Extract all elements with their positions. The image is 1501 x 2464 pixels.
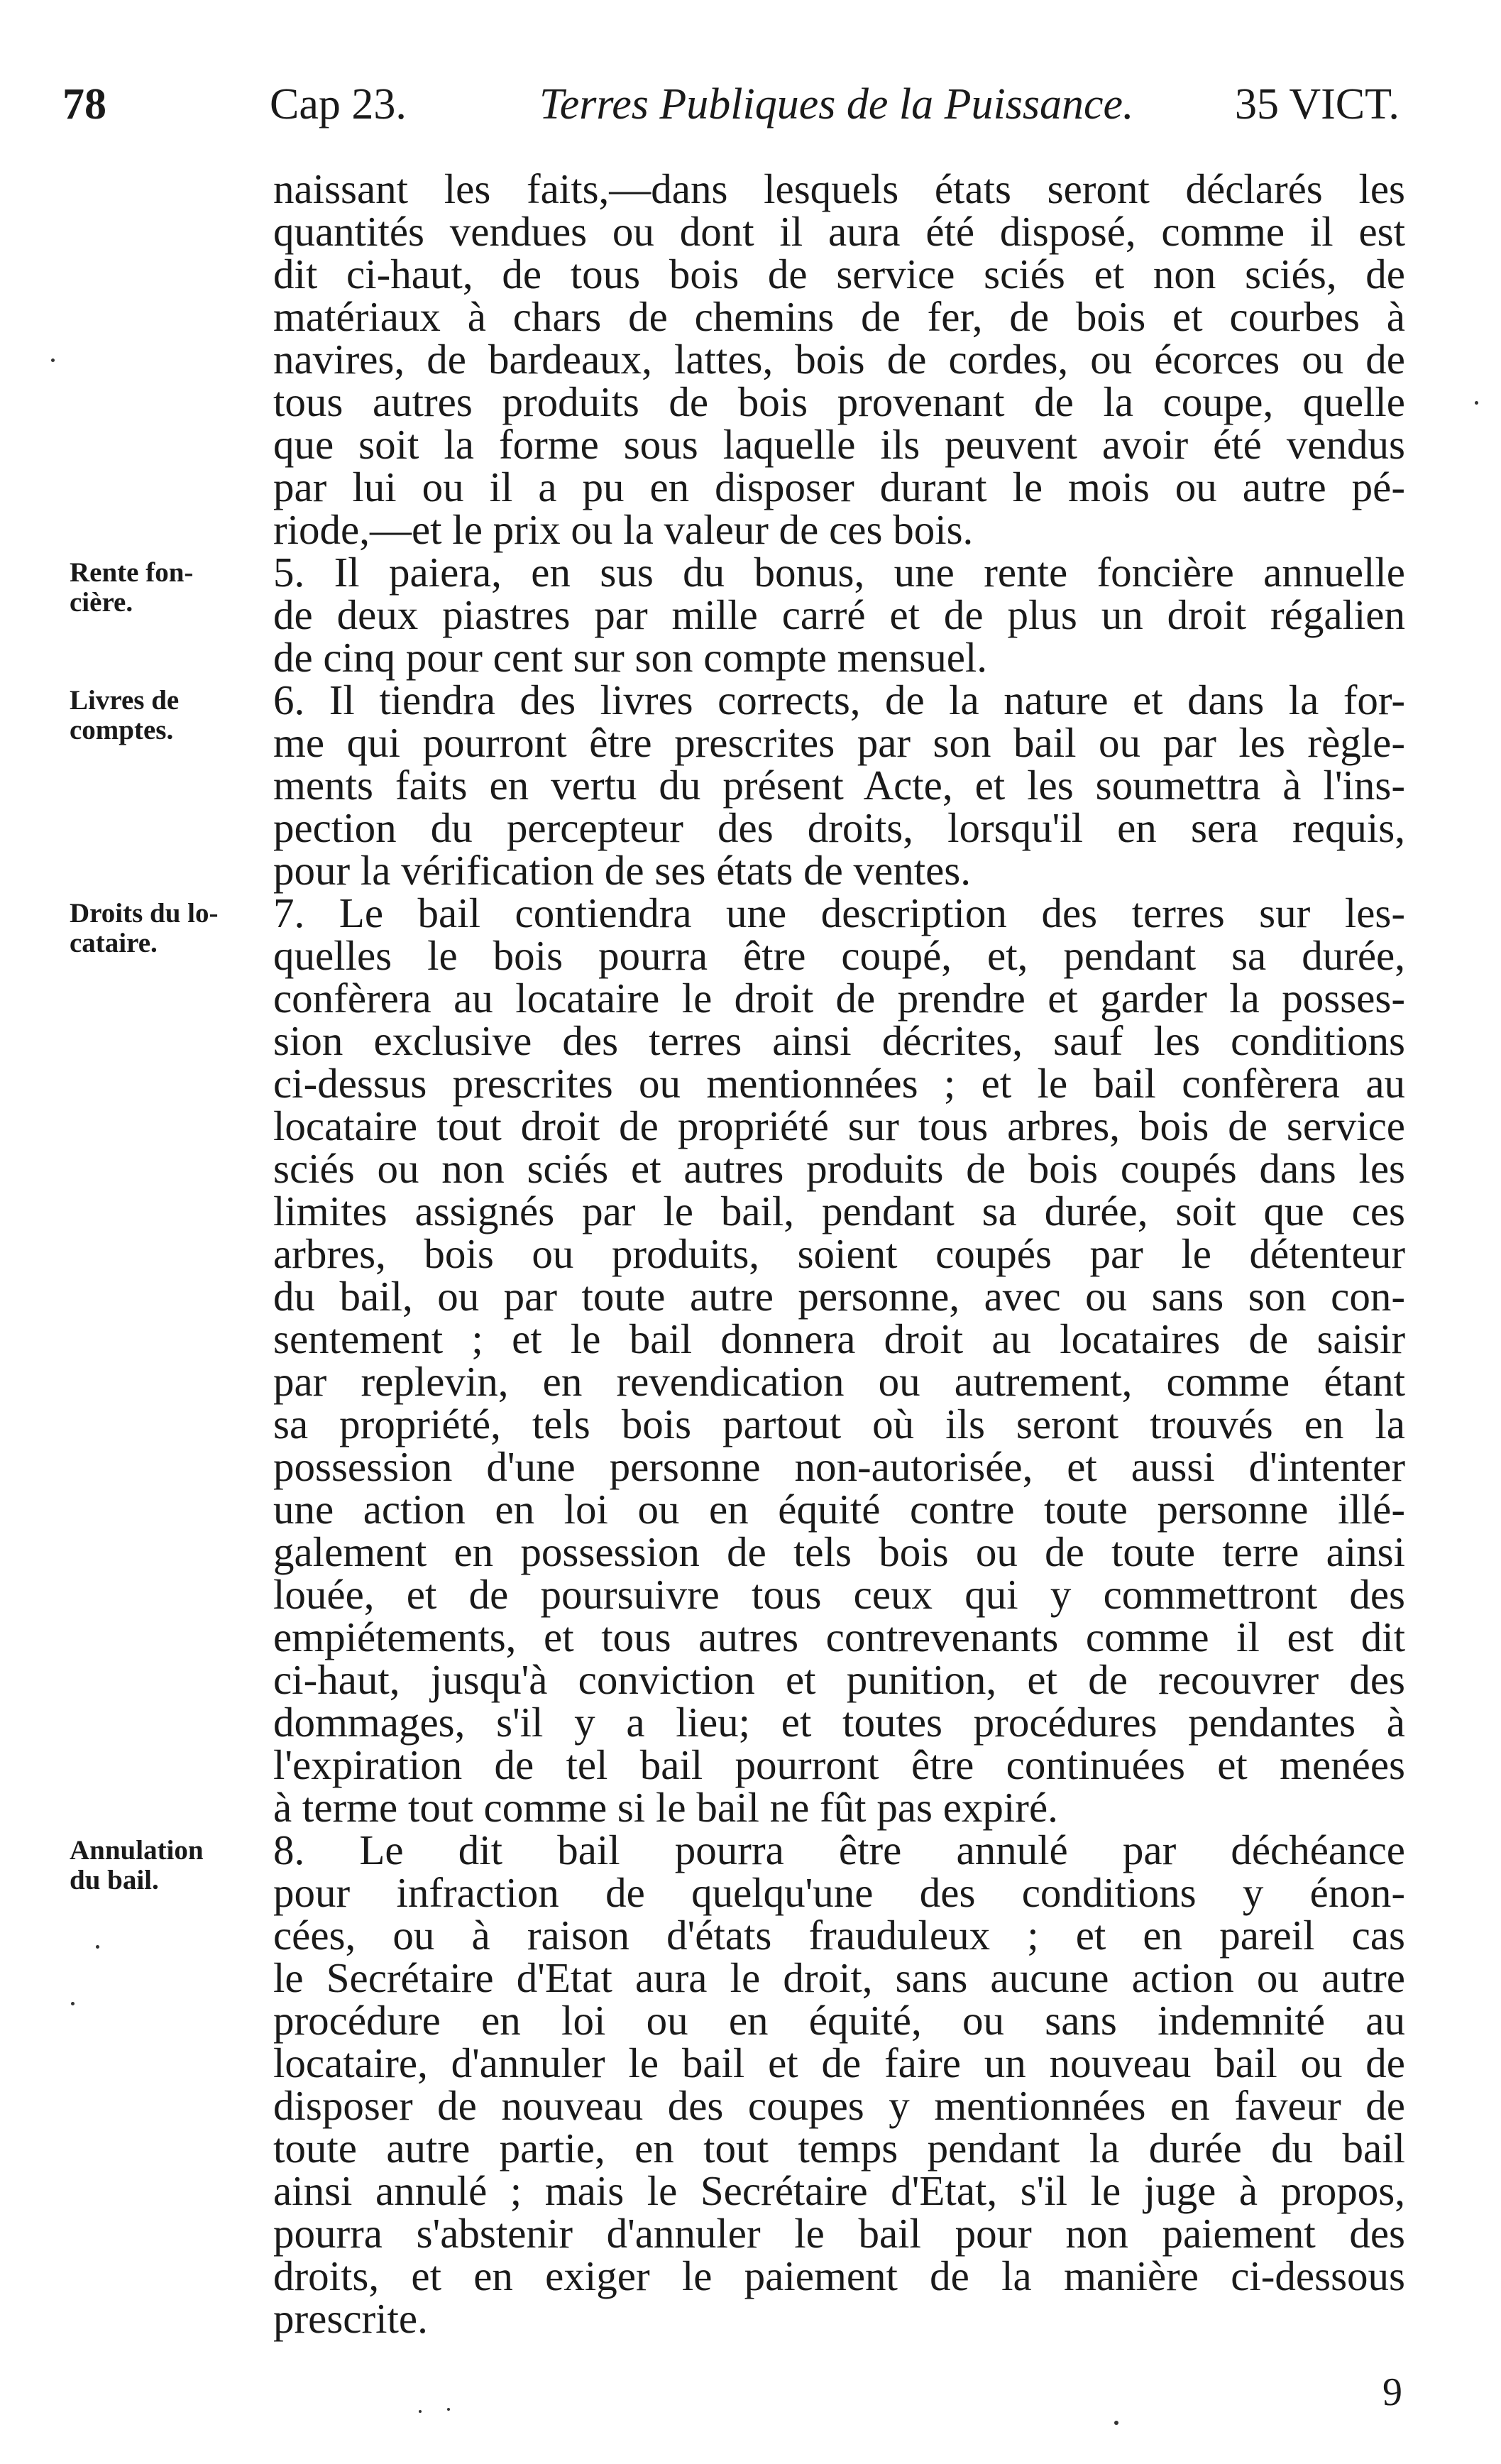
text-line: ci-dessus prescrites ou mentionnées ; et le bail confèrera au bbox=[273, 1060, 1405, 1107]
text-line: arbres, bois ou produits, soient coupés par le détenteur bbox=[273, 1230, 1405, 1277]
text-line: tous autres produits de bois provenant de la coupe, quelle bbox=[273, 378, 1405, 425]
text-line: locataire, d'annuler le bail et de faire un nouveau bail ou de bbox=[273, 2039, 1405, 2086]
ink-speck bbox=[447, 2408, 450, 2411]
margin-note-line: Rente fon- bbox=[70, 557, 194, 588]
text-line: ments faits en vertu du présent Acte, et les soumettra à l'ins- bbox=[273, 762, 1405, 809]
margin-note-droits bbox=[70, 899, 218, 958]
text-line: limites assignés par le bail, pendant sa durée, soit que ces bbox=[273, 1188, 1405, 1234]
running-header bbox=[0, 80, 1501, 129]
text-line: possession d'une personne non-autorisée, et aussi d'intenter bbox=[273, 1443, 1405, 1490]
text-line: dommages, s'il y a lieu; et toutes procédures pendantes à bbox=[273, 1699, 1405, 1746]
text-line: 5. Il paiera, en sus du bonus, une rente foncière annuelle bbox=[273, 549, 1405, 596]
text-line: navires, de bardeaux, lattes, bois de cordes, ou écorces ou de bbox=[273, 336, 1405, 383]
text-line: riode,—et le prix ou la valeur de ces bois. bbox=[273, 506, 974, 553]
text-line: louée, et de poursuivre tous ceux qui y commettront des bbox=[273, 1571, 1405, 1618]
text-line: procédure en loi ou en équité, ou sans indemnité au bbox=[273, 1997, 1405, 2044]
text-line: par lui ou il a pu en disposer durant le mois ou autre pé- bbox=[273, 464, 1405, 510]
text-line: ainsi annulé ; mais le Secrétaire d'Etat, s'il le juge à propos, bbox=[273, 2167, 1405, 2214]
text-line: pection du percepteur des droits, lorsqu'il en sera requis, bbox=[273, 804, 1405, 851]
text-line: de deux piastres par mille carré et de plus un droit régalien bbox=[273, 591, 1405, 638]
ink-speck bbox=[71, 2002, 75, 2005]
text-line: 6. Il tiendra des livres corrects, de la nature et dans la for- bbox=[273, 677, 1405, 723]
text-line: me qui pourront être prescrites par son bail ou par les règle- bbox=[273, 719, 1405, 766]
text-line: pour la vérification de ses états de ventes. bbox=[273, 847, 971, 894]
text-line: sentement ; et le bail donnera droit au locataires de saisir bbox=[273, 1315, 1405, 1362]
ink-speck bbox=[51, 358, 55, 362]
text-line: sciés ou non sciés et autres produits de bois coupés dans les bbox=[273, 1145, 1405, 1192]
text-line: locataire tout droit de propriété sur tous arbres, bois de service bbox=[273, 1102, 1405, 1149]
margin-note-line: comptes. bbox=[70, 715, 174, 745]
text-line: l'expiration de tel bail pourront être continuées et menées bbox=[273, 1741, 1405, 1788]
text-line: ci-haut, jusqu'à conviction et punition, et de recouvrer des bbox=[273, 1656, 1405, 1703]
ink-speck bbox=[1114, 2421, 1118, 2425]
regnal-year: 35 VICT. bbox=[1235, 80, 1400, 128]
text-line: naissant les faits,—dans lesquels états seront déclarés les bbox=[273, 165, 1405, 212]
text-line: sion exclusive des terres ainsi décrites, sauf les conditions bbox=[273, 1017, 1405, 1064]
text-line: quelles le bois pourra être coupé, et, pendant sa durée, bbox=[273, 932, 1405, 979]
margin-note-line: cataire. bbox=[70, 928, 158, 958]
text-line: disposer de nouveau des coupes y mentionnées en faveur de bbox=[273, 2082, 1405, 2129]
text-line: matériaux à chars de chemins de fer, de bois et courbes à bbox=[273, 293, 1405, 340]
page-number: 78 bbox=[62, 80, 106, 128]
running-title: Terres Publiques de la Puissance. bbox=[539, 80, 1134, 128]
text-line: une action en loi ou en équité contre toute personne illé- bbox=[273, 1486, 1405, 1533]
text-line: de cinq pour cent sur son compte mensuel. bbox=[273, 634, 988, 681]
signature-mark: 9 bbox=[1382, 2370, 1402, 2414]
text-line: toute autre partie, en tout temps pendant la durée du bail bbox=[273, 2125, 1405, 2172]
text-line: que soit la forme sous laquelle ils peuvent avoir été vendus bbox=[273, 421, 1405, 468]
text-line: galement en possession de tels bois ou de toute terre ainsi bbox=[273, 1528, 1405, 1575]
text-line: 7. Le bail contiendra une description des terres sur les- bbox=[273, 889, 1405, 936]
text-line: droits, et en exiger le paiement de la manière ci-dessous bbox=[273, 2252, 1405, 2299]
text-line: cées, ou à raison d'états frauduleux ; et en pareil cas bbox=[273, 1912, 1405, 1959]
margin-note-line: Droits du lo- bbox=[70, 898, 219, 929]
margin-note-line: du bail. bbox=[70, 1865, 159, 1895]
margin-note-line: cière. bbox=[70, 587, 133, 618]
text-line: confèrera au locataire le droit de prendre et garder la posses- bbox=[273, 975, 1405, 1022]
ink-speck bbox=[419, 2410, 422, 2413]
ink-speck bbox=[96, 1945, 99, 1949]
text-line: par replevin, en revendication ou autrement, comme étant bbox=[273, 1358, 1405, 1405]
text-line: du bail, ou par toute autre personne, avec ou sans son con- bbox=[273, 1273, 1405, 1320]
margin-note-livres bbox=[70, 686, 179, 745]
text-line: le Secrétaire d'Etat aura le droit, sans aucune action ou autre bbox=[273, 1954, 1405, 2001]
text-line: pourra s'abstenir d'annuler le bail pour non paiement des bbox=[273, 2210, 1405, 2257]
text-line: sa propriété, tels bois partout où ils seront trouvés en la bbox=[273, 1401, 1405, 1447]
text-line: prescrite. bbox=[273, 2295, 428, 2342]
text-line: pour infraction de quelqu'une des conditions y énon- bbox=[273, 1869, 1405, 1916]
margin-note-line: Annulation bbox=[70, 1835, 204, 1866]
ink-speck bbox=[1475, 401, 1478, 405]
text-line: empiétements, et tous autres contrevenants comme il est dit bbox=[273, 1614, 1405, 1660]
margin-note-line: Livres de bbox=[70, 685, 180, 716]
margin-note-rente bbox=[70, 558, 193, 618]
text-line: 8. Le dit bail pourra être annulé par déchéance bbox=[273, 1827, 1405, 1873]
text-line: à terme tout comme si le bail ne fût pas expiré. bbox=[273, 1784, 1058, 1831]
chapter-label: Cap 23. bbox=[270, 80, 407, 128]
text-line: dit ci-haut, de tous bois de service sciés et non sciés, de bbox=[273, 251, 1405, 297]
margin-note-annulation bbox=[70, 1836, 204, 1895]
text-line: quantités vendues ou dont il aura été disposé, comme il est bbox=[273, 208, 1405, 255]
